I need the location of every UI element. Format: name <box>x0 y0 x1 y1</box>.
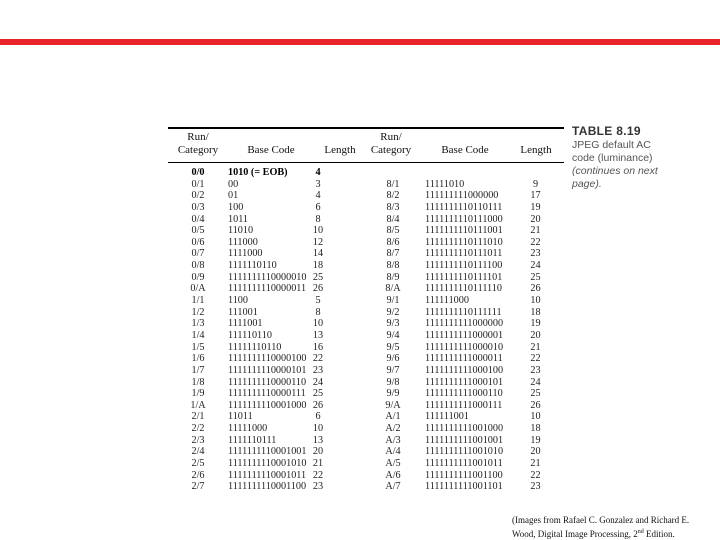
base-code-cell: 1111111110000110 <box>228 376 307 388</box>
length-cell: 14 <box>312 248 324 260</box>
base-code-2-cell: 111111111000000 <box>425 190 499 202</box>
run-category-cell: 1/5 <box>191 341 205 353</box>
table-row <box>168 295 564 307</box>
run-category-cell: 1/2 <box>191 306 205 318</box>
table-row <box>168 248 564 260</box>
run-category-2-cell: 8/4 <box>386 213 400 225</box>
run-category-2-cell: 9/1 <box>386 295 400 307</box>
base-code-cell: 11010 <box>228 225 254 237</box>
table-row <box>168 470 564 482</box>
base-code-cell: 1111111110000100 <box>228 353 307 365</box>
table-row <box>168 237 564 249</box>
base-code-2-cell: 1111111111001100 <box>425 469 503 481</box>
base-code-2-cell: 1111111111000100 <box>425 364 504 376</box>
table-row <box>168 330 564 342</box>
run-category-2-cell: 9/6 <box>386 353 400 365</box>
run-category-cell: 1/1 <box>191 295 205 307</box>
run-category-cell: 1/7 <box>191 364 205 376</box>
table-header-rule <box>168 162 564 163</box>
jpeg-ac-code-table <box>168 127 564 525</box>
base-code-2-cell: 1111111111000001 <box>425 329 504 341</box>
header-run-category-1-line1: Run/ <box>187 131 209 143</box>
run-category-cell: 1/8 <box>191 376 205 388</box>
base-code-cell: 1010 (= EOB) <box>228 167 288 178</box>
base-code-2-cell: 1111111110111000 <box>425 213 503 225</box>
table-row <box>168 202 564 214</box>
base-code-cell: 1111111110000101 <box>228 364 307 376</box>
length-2-cell: 25 <box>530 388 541 400</box>
run-category-2-cell: A/6 <box>385 469 401 481</box>
length-cell: 8 <box>315 213 321 225</box>
base-code-2-cell: 1111111110110111 <box>425 201 503 213</box>
caption-line-2: code (luminance) <box>572 152 653 164</box>
length-cell: 25 <box>312 271 324 283</box>
table-row <box>168 481 564 493</box>
length-cell: 25 <box>312 388 324 400</box>
run-category-2-cell: 9/2 <box>386 306 400 318</box>
length-2-cell: 18 <box>530 423 541 435</box>
length-cell: 4 <box>315 167 321 178</box>
table-row <box>168 225 564 237</box>
base-code-cell: 1111110111 <box>228 434 277 446</box>
length-2-cell: 21 <box>530 225 541 237</box>
table-row <box>168 388 564 400</box>
length-2-cell: 24 <box>530 376 541 388</box>
length-2-cell: 24 <box>530 260 541 272</box>
run-category-cell: 0/1 <box>191 178 205 190</box>
red-accent-bar <box>0 39 720 45</box>
length-2-cell: 17 <box>530 190 541 202</box>
run-category-cell: 0/7 <box>191 248 205 260</box>
base-code-2-cell: 11111010 <box>425 178 465 190</box>
run-category-cell: 1/3 <box>191 318 205 330</box>
table-row <box>168 307 564 319</box>
base-code-cell: 1111111110001001 <box>228 446 307 458</box>
run-category-cell: 1/9 <box>191 388 205 400</box>
base-code-cell: 1011 <box>228 213 248 225</box>
length-cell: 22 <box>312 353 324 365</box>
length-cell: 10 <box>312 225 324 237</box>
credit-line-2-prefix: Wood, Digital Image Processing, 2 <box>512 529 638 539</box>
length-cell: 16 <box>312 341 324 353</box>
run-category-cell: 0/2 <box>191 190 205 202</box>
length-2-cell: 26 <box>530 283 541 295</box>
base-code-cell: 1111111110000011 <box>228 283 307 295</box>
base-code-cell: 1111111110000111 <box>228 388 306 400</box>
table-row <box>168 318 564 330</box>
length-2-cell: 23 <box>530 364 541 376</box>
run-category-2-cell: A/7 <box>385 481 401 493</box>
header-length-1: Length <box>324 144 356 156</box>
length-cell: 20 <box>312 446 324 458</box>
run-category-2-cell: 8/9 <box>386 271 400 283</box>
base-code-2-cell: 1111111111000101 <box>425 376 504 388</box>
run-category-cell: 0/3 <box>191 201 205 213</box>
length-2-cell: 20 <box>530 446 541 458</box>
run-category-2-cell: 9/8 <box>386 376 400 388</box>
length-2-cell: 23 <box>530 481 541 493</box>
length-cell: 24 <box>312 376 324 388</box>
run-category-cell: 0/5 <box>191 225 205 237</box>
base-code-cell: 1111111110000010 <box>228 271 307 283</box>
table-row <box>168 214 564 226</box>
base-code-cell: 01 <box>228 190 239 202</box>
table-row <box>168 260 564 272</box>
run-category-2-cell: 8/2 <box>386 190 400 202</box>
run-category-cell: 1/6 <box>191 353 205 365</box>
run-category-cell: 1/A <box>190 399 206 411</box>
credit-line-2 <box>512 526 720 540</box>
length-cell: 10 <box>312 318 324 330</box>
length-2-cell: 18 <box>530 306 541 318</box>
base-code-2-cell: 1111111110111100 <box>425 260 503 272</box>
length-cell: 12 <box>312 236 324 248</box>
length-2-cell: 19 <box>530 318 541 330</box>
header-run-category-1 <box>176 131 220 157</box>
length-cell: 23 <box>312 364 324 376</box>
run-category-2-cell: A/3 <box>385 434 401 446</box>
length-cell: 23 <box>312 481 324 493</box>
run-category-2-cell: A/5 <box>385 458 401 470</box>
image-credit <box>512 514 720 540</box>
credit-line-2-sup: nd <box>637 529 644 535</box>
table-row <box>168 342 564 354</box>
length-2-cell: 9 <box>532 178 539 190</box>
base-code-2-cell: 1111111110111111 <box>425 306 502 318</box>
run-category-2-cell: 9/9 <box>386 388 400 400</box>
length-2-cell: 10 <box>530 295 541 307</box>
run-category-cell: 0/8 <box>191 260 205 272</box>
table-body <box>168 167 564 493</box>
base-code-2-cell: 1111111110111001 <box>425 225 503 237</box>
caption-line-1: JPEG default AC <box>572 139 651 151</box>
run-category-2-cell: 8/1 <box>386 178 400 190</box>
table-top-rule <box>168 127 564 129</box>
table-row <box>168 353 564 365</box>
table-row <box>168 458 564 470</box>
base-code-cell: 100 <box>228 201 244 213</box>
run-category-2-cell: 8/5 <box>386 225 400 237</box>
base-code-2-cell: 111111000 <box>425 295 469 307</box>
table-row <box>168 400 564 412</box>
table-row <box>168 190 564 202</box>
header-run-category-2 <box>368 131 414 157</box>
base-code-2-cell: 1111111111000010 <box>425 341 504 353</box>
base-code-2-cell: 1111111111001010 <box>425 446 504 458</box>
length-cell: 26 <box>312 283 324 295</box>
length-2-cell: 19 <box>530 434 541 446</box>
header-run-category-1-line2: Category <box>177 144 219 156</box>
length-cell: 21 <box>312 458 324 470</box>
table-row <box>168 283 564 295</box>
header-length-2: Length <box>520 144 552 156</box>
length-2-cell: 22 <box>530 353 541 365</box>
base-code-cell: 00 <box>228 178 239 190</box>
length-cell: 22 <box>312 469 324 481</box>
length-cell: 8 <box>315 306 321 318</box>
table-row <box>168 377 564 389</box>
base-code-cell: 11111110110 <box>228 341 282 353</box>
caption-title: TABLE 8.19 <box>572 124 641 138</box>
run-category-2-cell: 8/3 <box>386 201 400 213</box>
run-category-2-cell: 8/A <box>385 283 401 295</box>
header-run-category-2-line2: Category <box>370 144 412 156</box>
base-code-2-cell: 1111111111000111 <box>425 399 503 411</box>
base-code-cell: 1111000 <box>228 248 263 260</box>
length-cell: 13 <box>312 434 324 446</box>
run-category-cell: 2/6 <box>191 469 205 481</box>
length-2-cell: 23 <box>530 248 541 260</box>
credit-line-2-suffix: Edition. <box>643 529 675 539</box>
table-caption <box>572 124 682 190</box>
run-category-cell: 2/2 <box>191 423 205 435</box>
caption-line-3: (continues on next <box>572 165 658 177</box>
base-code-2-cell: 1111111111000110 <box>425 388 503 400</box>
run-category-2-cell: 9/7 <box>386 364 400 376</box>
base-code-2-cell: 111111001 <box>425 411 469 423</box>
length-2-cell: 20 <box>530 329 541 341</box>
run-category-2-cell: 9/4 <box>386 329 400 341</box>
caption-line-4: page). <box>572 178 602 190</box>
base-code-cell: 1111111110001010 <box>228 458 307 470</box>
base-code-cell: 111000 <box>228 236 258 248</box>
length-cell: 6 <box>315 201 321 213</box>
base-code-2-cell: 1111111111001000 <box>425 423 504 435</box>
length-cell: 10 <box>312 423 324 435</box>
run-category-cell: 0/4 <box>191 213 205 225</box>
header-run-category-2-line1: Run/ <box>380 131 402 143</box>
length-cell: 6 <box>315 411 321 423</box>
base-code-2-cell: 1111111111001011 <box>425 458 503 470</box>
credit-line-1: (Images from Rafael C. Gonzalez and Richard E. <box>512 515 690 525</box>
table-row <box>168 423 564 435</box>
run-category-2-cell: A/2 <box>385 423 401 435</box>
base-code-cell: 1111111110001000 <box>228 399 307 411</box>
base-code-cell: 111110110 <box>228 329 272 341</box>
run-category-2-cell: A/4 <box>385 446 401 458</box>
length-2-cell: 22 <box>530 236 541 248</box>
run-category-2-cell: A/1 <box>385 411 401 423</box>
table-row <box>168 435 564 447</box>
table-row <box>168 179 564 191</box>
length-2-cell: 10 <box>530 411 541 423</box>
run-category-cell: 2/1 <box>191 411 205 423</box>
base-code-cell: 1111001 <box>228 318 263 330</box>
base-code-2-cell: 1111111110111110 <box>425 283 502 295</box>
length-2-cell: 22 <box>530 469 541 481</box>
base-code-2-cell: 1111111110111011 <box>425 248 503 260</box>
table-row <box>168 167 564 179</box>
table-row <box>168 365 564 377</box>
base-code-2-cell: 1111111110111010 <box>425 236 503 248</box>
header-base-code-1: Base Code <box>247 144 295 156</box>
length-2-cell: 19 <box>530 201 541 213</box>
run-category-2-cell: 8/6 <box>386 236 400 248</box>
run-category-cell: 0/6 <box>191 236 205 248</box>
length-2-cell: 20 <box>530 213 541 225</box>
base-code-2-cell: 1111111111000000 <box>425 318 504 330</box>
base-code-cell: 11111000 <box>228 423 268 435</box>
length-cell: 3 <box>315 178 321 190</box>
table-row <box>168 411 564 423</box>
base-code-cell: 1111110110 <box>228 260 277 272</box>
length-cell: 5 <box>315 295 321 307</box>
run-category-2-cell: 8/7 <box>386 248 400 260</box>
table-row <box>168 446 564 458</box>
length-cell: 26 <box>312 399 324 411</box>
run-category-cell: 2/4 <box>191 446 205 458</box>
base-code-cell: 11011 <box>228 411 253 423</box>
run-category-cell: 2/5 <box>191 458 205 470</box>
length-2-cell: 21 <box>530 458 541 470</box>
run-category-cell: 0/A <box>190 283 206 295</box>
run-category-2-cell: 9/5 <box>386 341 400 353</box>
run-category-cell: 2/7 <box>191 481 205 493</box>
base-code-cell: 1111111110001100 <box>228 481 307 493</box>
run-category-cell: 0/9 <box>191 271 205 283</box>
length-2-cell: 21 <box>530 341 541 353</box>
run-category-cell: 2/3 <box>191 434 205 446</box>
base-code-2-cell: 1111111111001001 <box>425 434 504 446</box>
run-category-2-cell: 9/3 <box>386 318 400 330</box>
run-category-2-cell: 8/8 <box>386 260 400 272</box>
length-cell: 13 <box>312 329 324 341</box>
base-code-2-cell: 1111111111000011 <box>425 353 503 365</box>
base-code-cell: 1111111110001011 <box>228 469 307 481</box>
length-2-cell: 25 <box>530 271 541 283</box>
header-base-code-2: Base Code <box>441 144 489 156</box>
length-cell: 18 <box>312 260 324 272</box>
length-2-cell: 26 <box>530 399 541 411</box>
run-category-cell: 1/4 <box>191 329 205 341</box>
base-code-2-cell: 1111111111001101 <box>425 481 503 493</box>
base-code-cell: 1100 <box>228 295 248 307</box>
base-code-cell: 111001 <box>228 306 258 318</box>
base-code-2-cell: 1111111110111101 <box>425 271 503 283</box>
run-category-2-cell: 9/A <box>385 399 401 411</box>
table-row <box>168 272 564 284</box>
length-cell: 4 <box>315 190 321 202</box>
run-category-cell: 0/0 <box>191 167 205 178</box>
